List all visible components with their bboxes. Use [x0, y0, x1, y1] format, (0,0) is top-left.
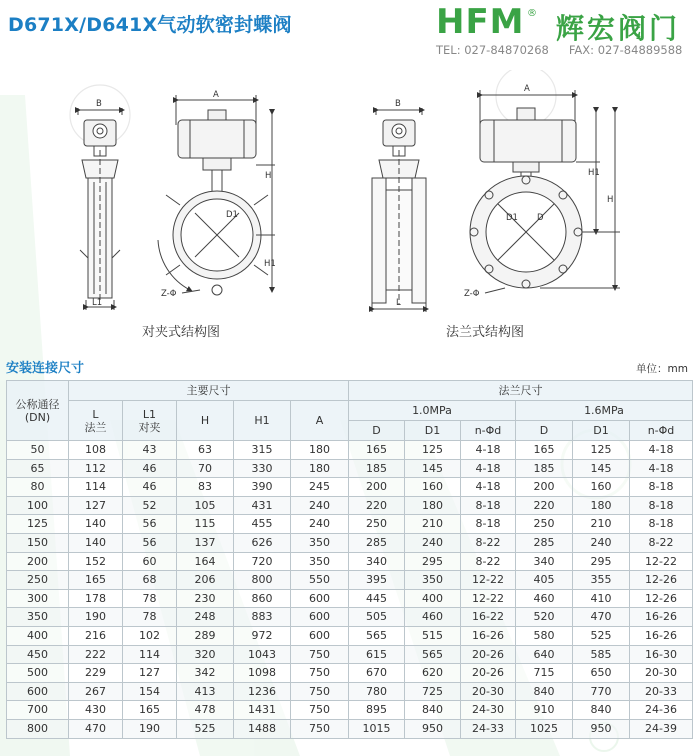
header-l-label: L	[92, 407, 99, 421]
table-cell: 715	[516, 664, 573, 683]
table-cell: 114	[69, 478, 123, 497]
table-cell: 216	[69, 626, 123, 645]
table-cell: 4-18	[630, 441, 693, 460]
table-cell: 115	[177, 515, 234, 534]
table-cell: 240	[573, 533, 630, 552]
table-cell: 70	[177, 459, 234, 478]
table-cell: 250	[349, 515, 405, 534]
table-cell: 720	[234, 552, 291, 571]
table-cell: 65	[7, 459, 69, 478]
table-cell: 550	[291, 571, 349, 590]
label-zphi-flange: Z-Φ	[464, 289, 480, 299]
table-cell: 972	[234, 626, 291, 645]
table-cell: 165	[349, 441, 405, 460]
table-cell: 20-30	[630, 664, 693, 683]
table-cell: 355	[573, 571, 630, 590]
table-cell: 413	[177, 682, 234, 701]
table-cell: 43	[123, 441, 177, 460]
table-cell: 165	[69, 571, 123, 590]
table-cell: 750	[291, 701, 349, 720]
table-cell: 285	[349, 533, 405, 552]
header-h: H	[177, 401, 234, 441]
header-l1-sub: 对夹	[138, 420, 161, 434]
table-cell: 145	[405, 459, 461, 478]
table-cell: 350	[291, 533, 349, 552]
table-cell: 670	[349, 664, 405, 683]
table-cell: 1236	[234, 682, 291, 701]
table-cell: 240	[405, 533, 461, 552]
table-row	[7, 459, 693, 478]
table-row	[7, 626, 693, 645]
table-cell: 700	[7, 701, 69, 720]
table-cell: 1488	[234, 719, 291, 738]
table-cell: 83	[177, 478, 234, 497]
table-cell: 750	[291, 719, 349, 738]
table-cell: 210	[405, 515, 461, 534]
table-cell: 200	[7, 552, 69, 571]
header-d-pn16: D	[516, 421, 573, 441]
table-cell: 114	[123, 645, 177, 664]
table-row	[7, 608, 693, 627]
table-cell: 1015	[349, 719, 405, 738]
table-cell: 20-30	[461, 682, 516, 701]
table-cell: 445	[349, 589, 405, 608]
table-cell: 160	[573, 478, 630, 497]
table-cell: 295	[573, 552, 630, 571]
wafer-front-view	[158, 95, 275, 295]
contact-info	[436, 43, 682, 57]
table-cell: 125	[7, 515, 69, 534]
unit-label: 单位：mm	[636, 363, 688, 375]
table-cell: 750	[291, 682, 349, 701]
registered-mark: ®	[527, 8, 537, 19]
table-cell: 68	[123, 571, 177, 590]
table-cell: 60	[123, 552, 177, 571]
table-row	[7, 645, 693, 664]
table-cell: 12-26	[630, 571, 693, 590]
table-cell: 240	[291, 515, 349, 534]
label-a-wafer: A	[213, 90, 219, 100]
table-cell: 1043	[234, 645, 291, 664]
table-cell: 4-18	[461, 459, 516, 478]
table-cell: 770	[573, 682, 630, 701]
table-cell: 650	[573, 664, 630, 683]
table-cell: 190	[69, 608, 123, 627]
table-cell: 250	[7, 571, 69, 590]
table-cell: 154	[123, 682, 177, 701]
table-row	[7, 515, 693, 534]
header-nd-pn16: n-Φd	[630, 421, 693, 441]
table-cell: 267	[69, 682, 123, 701]
table-cell: 230	[177, 589, 234, 608]
header-d1-pn10: D1	[405, 421, 461, 441]
table-cell: 20-26	[461, 645, 516, 664]
table-cell: 180	[405, 496, 461, 515]
table-cell: 4-18	[461, 478, 516, 497]
table-cell: 1431	[234, 701, 291, 720]
table-cell: 222	[69, 645, 123, 664]
brand-header	[436, 2, 694, 64]
table-row	[7, 701, 693, 720]
label-h-flange: H	[607, 195, 614, 205]
table-cell: 470	[69, 719, 123, 738]
label-l1: L1	[92, 298, 103, 308]
table-cell: 206	[177, 571, 234, 590]
table-cell: 300	[7, 589, 69, 608]
table-cell: 20-33	[630, 682, 693, 701]
table-cell: 140	[69, 515, 123, 534]
table-cell: 8-22	[630, 533, 693, 552]
table-row	[7, 682, 693, 701]
table-cell: 150	[7, 533, 69, 552]
table-cell: 8-18	[461, 515, 516, 534]
table-cell: 78	[123, 589, 177, 608]
table-cell: 220	[349, 496, 405, 515]
table-cell: 24-30	[461, 701, 516, 720]
table-cell: 330	[234, 459, 291, 478]
table-cell: 895	[349, 701, 405, 720]
table-cell: 125	[573, 441, 630, 460]
table-cell: 229	[69, 664, 123, 683]
header-pn10: 1.0MPa	[349, 401, 516, 421]
label-b-flange: B	[395, 99, 401, 109]
table-cell: 140	[69, 533, 123, 552]
table-cell: 46	[123, 478, 177, 497]
table-cell: 16-30	[630, 645, 693, 664]
table-cell: 245	[291, 478, 349, 497]
table-cell: 127	[123, 664, 177, 683]
table-cell: 78	[123, 608, 177, 627]
table-cell: 250	[516, 515, 573, 534]
label-zphi-wafer: Z-Φ	[161, 289, 177, 299]
company-name: 辉宏阀门	[556, 12, 681, 45]
table-cell: 515	[405, 626, 461, 645]
table-cell: 8-18	[630, 478, 693, 497]
table-cell: 460	[516, 589, 573, 608]
table-cell: 626	[234, 533, 291, 552]
table-cell: 12-26	[630, 589, 693, 608]
table-cell: 165	[123, 701, 177, 720]
header-l1	[123, 401, 177, 441]
label-b-wafer: B	[96, 99, 102, 109]
table-cell: 615	[349, 645, 405, 664]
table-cell: 190	[123, 719, 177, 738]
table-cell: 600	[291, 626, 349, 645]
table-cell: 16-26	[630, 626, 693, 645]
table-cell: 152	[69, 552, 123, 571]
header-nd-pn10: n-Φd	[461, 421, 516, 441]
table-cell: 565	[405, 645, 461, 664]
table-cell: 145	[573, 459, 630, 478]
page-title: D671X/D641X气动软密封蝶阀	[8, 14, 292, 36]
header-pn16: 1.6MPa	[516, 401, 693, 421]
table-cell: 1098	[234, 664, 291, 683]
table-cell: 750	[291, 664, 349, 683]
table-cell: 470	[573, 608, 630, 627]
table-cell: 240	[291, 496, 349, 515]
table-cell: 100	[7, 496, 69, 515]
table-cell: 350	[7, 608, 69, 627]
table-cell: 8-22	[461, 533, 516, 552]
table-cell: 108	[69, 441, 123, 460]
table-cell: 950	[405, 719, 461, 738]
table-row	[7, 496, 693, 515]
table-cell: 350	[291, 552, 349, 571]
table-cell: 63	[177, 441, 234, 460]
table-cell: 137	[177, 533, 234, 552]
label-h-wafer: H	[265, 171, 272, 181]
table-cell: 860	[234, 589, 291, 608]
table-cell: 185	[516, 459, 573, 478]
table-cell: 525	[177, 719, 234, 738]
table-cell: 200	[516, 478, 573, 497]
table-row	[7, 478, 693, 497]
table-cell: 780	[349, 682, 405, 701]
dimensions-table	[6, 380, 693, 739]
table-cell: 505	[349, 608, 405, 627]
fax: FAX: 027-84889588	[568, 43, 683, 57]
table-cell: 450	[7, 645, 69, 664]
table-cell: 800	[7, 719, 69, 738]
table-cell: 105	[177, 496, 234, 515]
label-d1-flange: D1	[506, 213, 518, 223]
table-cell: 12-22	[630, 552, 693, 571]
table-cell: 180	[291, 441, 349, 460]
table-cell: 431	[234, 496, 291, 515]
table-cell: 840	[516, 682, 573, 701]
flange-front-view	[470, 70, 620, 293]
header-d1-pn16: D1	[573, 421, 630, 441]
label-d-flange: D	[537, 213, 544, 223]
table-cell: 750	[291, 645, 349, 664]
table-cell: 910	[516, 701, 573, 720]
label-h1-wafer: H1	[264, 259, 276, 269]
table-cell: 800	[234, 571, 291, 590]
header-h1: H1	[234, 401, 291, 441]
table-row	[7, 719, 693, 738]
header-main-dims: 主要尺寸	[69, 381, 349, 401]
table-cell: 585	[573, 645, 630, 664]
table-cell: 200	[349, 478, 405, 497]
table-cell: 289	[177, 626, 234, 645]
table-cell: 460	[405, 608, 461, 627]
table-cell: 340	[349, 552, 405, 571]
table-cell: 16-26	[630, 608, 693, 627]
table-cell: 210	[573, 515, 630, 534]
table-cell: 112	[69, 459, 123, 478]
table-cell: 12-22	[461, 589, 516, 608]
table-cell: 80	[7, 478, 69, 497]
table-cell: 180	[573, 496, 630, 515]
table-cell: 950	[573, 719, 630, 738]
table-row	[7, 552, 693, 571]
table-cell: 620	[405, 664, 461, 683]
caption-flange: 法兰式结构图	[446, 325, 525, 340]
table-body	[7, 441, 693, 739]
header-d-pn10: D	[349, 421, 405, 441]
table-cell: 8-18	[630, 515, 693, 534]
telephone: TEL: 027-84870268	[436, 43, 549, 57]
table-cell: 600	[291, 589, 349, 608]
header-dn	[7, 381, 69, 441]
table-cell: 350	[405, 571, 461, 590]
header-a: A	[291, 401, 349, 441]
table-cell: 478	[177, 701, 234, 720]
table-cell: 4-18	[630, 459, 693, 478]
table-cell: 56	[123, 515, 177, 534]
table-cell: 315	[234, 441, 291, 460]
table-cell: 600	[7, 682, 69, 701]
table-cell: 24-39	[630, 719, 693, 738]
table-cell: 400	[405, 589, 461, 608]
table-cell: 125	[405, 441, 461, 460]
table-row	[7, 441, 693, 460]
table-cell: 405	[516, 571, 573, 590]
table-cell: 165	[516, 441, 573, 460]
header-l1-label: L1	[142, 407, 157, 421]
table-row	[7, 533, 693, 552]
table-cell: 50	[7, 441, 69, 460]
table-cell: 180	[291, 459, 349, 478]
table-cell: 455	[234, 515, 291, 534]
table-cell: 840	[405, 701, 461, 720]
label-h1-flange: H1	[588, 168, 600, 178]
table-cell: 600	[291, 608, 349, 627]
table-row	[7, 589, 693, 608]
table-cell: 340	[516, 552, 573, 571]
table-cell: 725	[405, 682, 461, 701]
table-cell: 395	[349, 571, 405, 590]
table-cell: 178	[69, 589, 123, 608]
table-cell: 220	[516, 496, 573, 515]
hfm-logo: HFM	[436, 2, 525, 42]
table-cell: 410	[573, 589, 630, 608]
table-cell: 285	[516, 533, 573, 552]
table-cell: 4-18	[461, 441, 516, 460]
header-l	[69, 401, 123, 441]
table-cell: 56	[123, 533, 177, 552]
table-cell: 640	[516, 645, 573, 664]
table-cell: 295	[405, 552, 461, 571]
table-cell: 883	[234, 608, 291, 627]
structure-drawings	[0, 70, 700, 355]
table-cell: 8-18	[461, 496, 516, 515]
label-l: L	[396, 298, 401, 308]
header-l-sub: 法兰	[84, 420, 107, 434]
table-cell: 248	[177, 608, 234, 627]
table-cell: 12-22	[461, 571, 516, 590]
table-row	[7, 571, 693, 590]
table-cell: 20-26	[461, 664, 516, 683]
table-cell: 164	[177, 552, 234, 571]
label-a-flange: A	[524, 84, 530, 94]
table-cell: 342	[177, 664, 234, 683]
table-cell: 102	[123, 626, 177, 645]
table-cell: 8-22	[461, 552, 516, 571]
caption-wafer: 对夹式结构图	[142, 325, 221, 340]
table-cell: 24-33	[461, 719, 516, 738]
table-cell: 52	[123, 496, 177, 515]
table-cell: 320	[177, 645, 234, 664]
table-cell: 400	[7, 626, 69, 645]
table-cell: 16-26	[461, 626, 516, 645]
table-cell: 430	[69, 701, 123, 720]
flange-side-view	[372, 108, 426, 312]
table-cell: 520	[516, 608, 573, 627]
table-cell: 24-36	[630, 701, 693, 720]
header-dn-unit: (DN)	[24, 410, 51, 424]
table-cell: 500	[7, 664, 69, 683]
table-cell: 580	[516, 626, 573, 645]
table-cell: 160	[405, 478, 461, 497]
table-cell: 185	[349, 459, 405, 478]
table-row	[7, 664, 693, 683]
section-title: 安装连接尺寸	[6, 361, 85, 376]
header-dn-label: 公称通径	[15, 397, 60, 411]
table-cell: 525	[573, 626, 630, 645]
table-cell: 390	[234, 478, 291, 497]
table-cell: 840	[573, 701, 630, 720]
header-flange-dims: 法兰尺寸	[349, 381, 693, 401]
label-d1-wafer: D1	[226, 210, 238, 220]
table-cell: 8-18	[630, 496, 693, 515]
table-cell: 16-22	[461, 608, 516, 627]
wafer-side-view	[70, 85, 130, 310]
table-cell: 1025	[516, 719, 573, 738]
table-cell: 565	[349, 626, 405, 645]
table-cell: 127	[69, 496, 123, 515]
table-cell: 46	[123, 459, 177, 478]
